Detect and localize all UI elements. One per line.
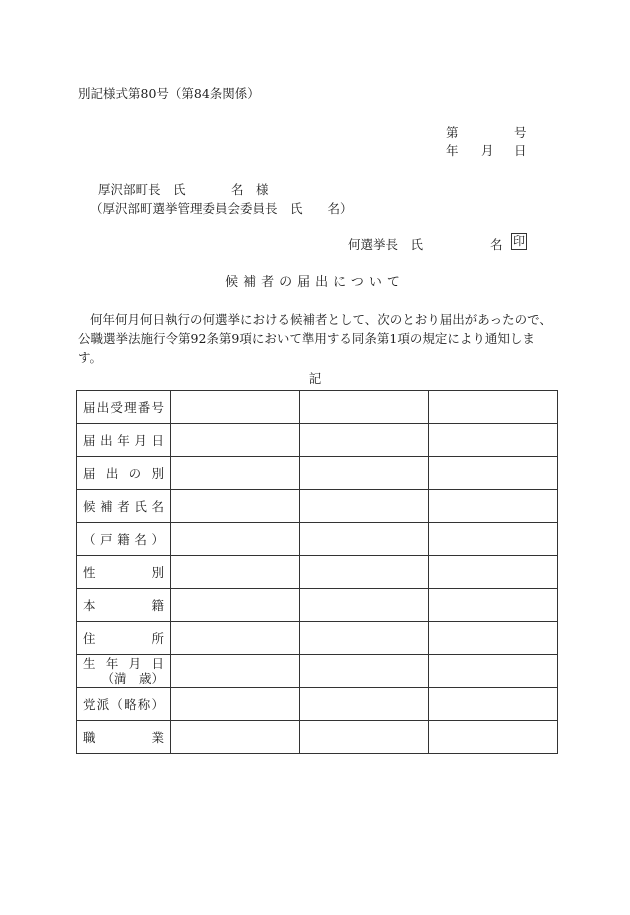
row-label: 性 別 (83, 564, 164, 580)
row-label-cell (77, 523, 171, 556)
date-month-label: 月 (481, 143, 494, 158)
row-label: 本 籍 (83, 597, 164, 613)
table-row (77, 721, 558, 754)
entry-cell[interactable] (429, 688, 558, 721)
entry-cell[interactable] (171, 556, 300, 589)
number-suffix: 号 (514, 125, 527, 140)
row-label-cell (77, 556, 171, 589)
row-label-cell (77, 490, 171, 523)
table-row (77, 556, 558, 589)
row-label: 届 出 年 月 日 (83, 432, 164, 448)
row-label-cell (77, 391, 171, 424)
row-label: 届 出 の 別 (83, 465, 164, 481)
entry-cell[interactable] (429, 655, 558, 688)
addressee-line1: 厚沢部町長 氏 (98, 182, 186, 197)
entry-cell[interactable] (429, 523, 558, 556)
entry-cell[interactable] (300, 457, 429, 490)
seal-mark: 印 (513, 234, 526, 248)
entry-cell[interactable] (300, 622, 429, 655)
sender-name-label: 名 (490, 237, 503, 252)
entry-cell[interactable] (429, 721, 558, 754)
number-label: 第 (446, 125, 459, 140)
form-number: 別記様式第80号（第84条関係） (78, 86, 260, 101)
row-label-cell (77, 721, 171, 754)
table-row (77, 688, 558, 721)
entry-cell[interactable] (171, 391, 300, 424)
table-row (77, 589, 558, 622)
row-sublabel: （満 歳） (101, 671, 164, 686)
entry-cell[interactable] (429, 490, 558, 523)
row-label: 候 補 者 氏 名 (83, 498, 164, 514)
entry-cell[interactable] (300, 490, 429, 523)
entry-cell[interactable] (300, 523, 429, 556)
row-label-cell (77, 589, 171, 622)
entry-cell[interactable] (171, 655, 300, 688)
entry-cell[interactable] (300, 556, 429, 589)
entry-cell[interactable] (171, 622, 300, 655)
table-row (77, 457, 558, 490)
entry-cell[interactable] (171, 457, 300, 490)
entry-cell[interactable] (171, 721, 300, 754)
row-label-cell (77, 424, 171, 457)
date-year-label: 年 (446, 143, 459, 158)
row-label: （ 戸 籍 名 ） (83, 531, 164, 547)
entry-cell[interactable] (171, 424, 300, 457)
ki-heading: 記 (308, 371, 322, 386)
table-row (77, 523, 558, 556)
entry-cell[interactable] (171, 688, 300, 721)
row-label: 住 所 (83, 630, 164, 646)
entry-cell[interactable] (429, 457, 558, 490)
row-label: 届 出 受 理 番 号 (83, 399, 164, 415)
table-row (77, 655, 558, 688)
entry-cell[interactable] (171, 589, 300, 622)
notification-table (76, 390, 558, 754)
entry-cell[interactable] (300, 391, 429, 424)
entry-cell[interactable] (429, 424, 558, 457)
entry-cell[interactable] (300, 721, 429, 754)
body-paragraph: 何年何月何日執行の何選挙における候補者として、次のとおり届出があったので、公職選挙法施行令第92条第9項において準用する同条第1項の規定により通知します。 (78, 312, 552, 365)
entry-cell[interactable] (429, 556, 558, 589)
table-row (77, 424, 558, 457)
entry-cell[interactable] (300, 589, 429, 622)
entry-cell[interactable] (171, 490, 300, 523)
document-title: 候補者の届出について (225, 275, 405, 290)
row-label: 職 業 (83, 729, 164, 745)
table-row (77, 490, 558, 523)
row-label-cell (77, 688, 171, 721)
table-row (77, 622, 558, 655)
sender-title: 何選挙長 氏 (348, 237, 424, 252)
entry-cell[interactable] (429, 622, 558, 655)
addressee-line1-name: 名 様 (231, 182, 269, 197)
entry-cell[interactable] (300, 424, 429, 457)
entry-cell[interactable] (171, 523, 300, 556)
table-row (77, 391, 558, 424)
row-label-cell (77, 655, 171, 688)
addressee-line2: （厚沢部町選挙管理委員会委員長 氏 名） (90, 201, 353, 216)
entry-cell[interactable] (300, 655, 429, 688)
entry-cell[interactable] (429, 589, 558, 622)
row-label-cell (77, 457, 171, 490)
row-label-cell (77, 622, 171, 655)
row-label: 党 派 （ 略 称 ） (83, 696, 164, 712)
row-label: 生 年 月 日 (83, 656, 164, 671)
date-day-label: 日 (514, 143, 527, 158)
entry-cell[interactable] (429, 391, 558, 424)
entry-cell[interactable] (300, 688, 429, 721)
